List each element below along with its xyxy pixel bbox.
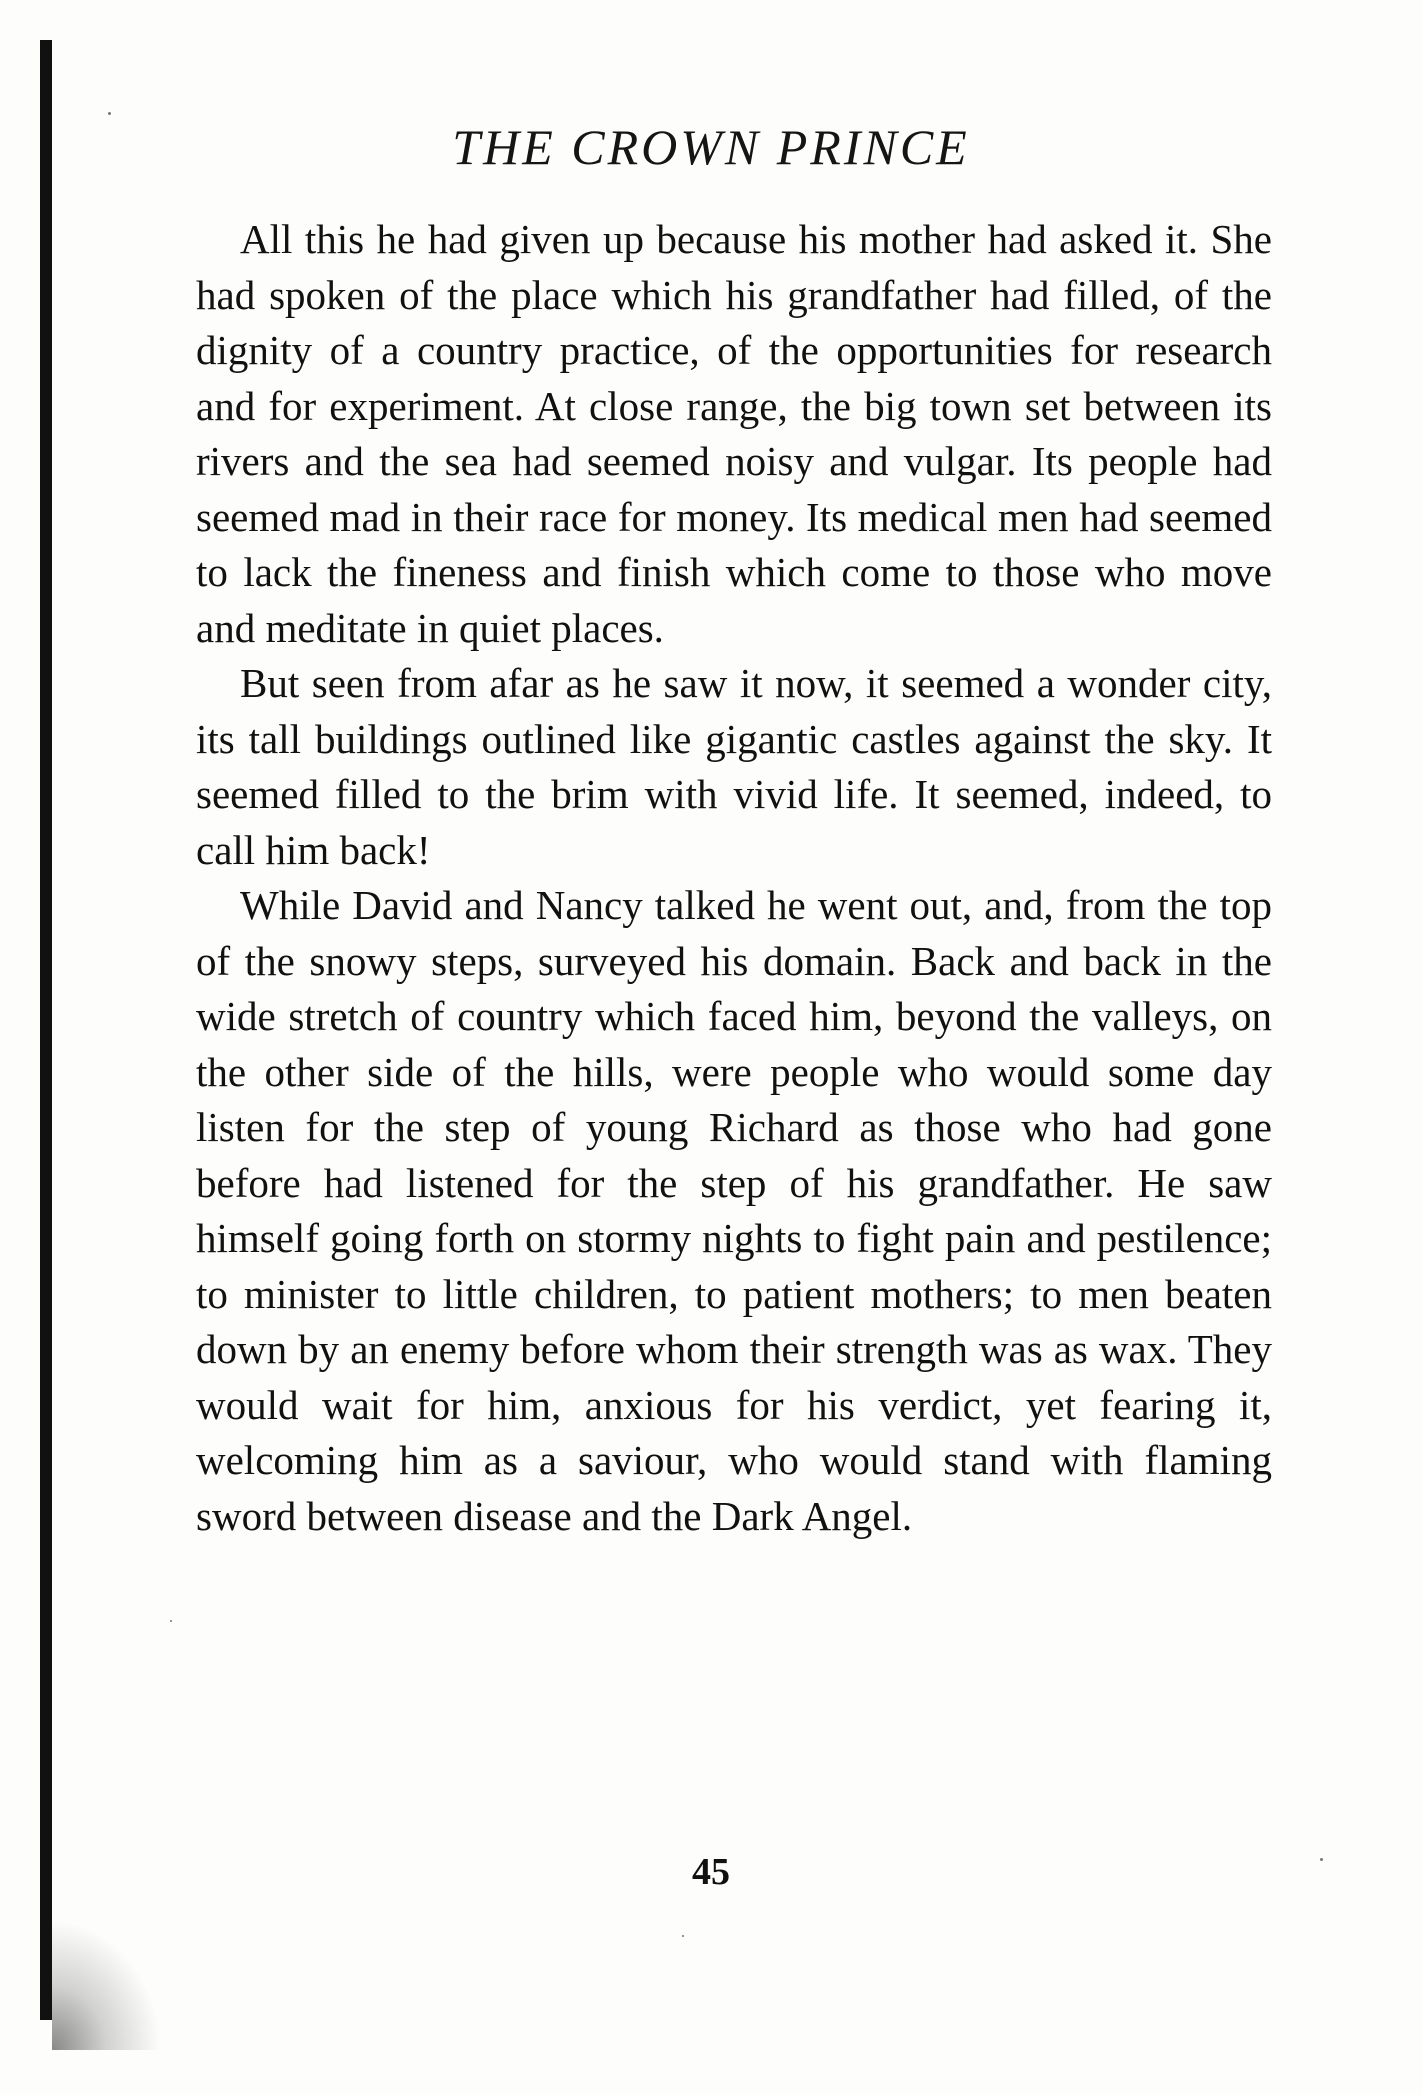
paper-speck <box>108 112 111 115</box>
paragraph: All this he had given up because his mother had asked it. She had spoken of the place which his grandfather had filled, of the dignity of a country practice, of the opportunities for research and for experiment. At close range, the big town set between its rivers and the sea had seemed noisy and vulgar. Its people had seemed mad in their race for money. Its medical men had seemed to lack the fineness and finish which come to those who move and meditate in quiet places. <box>196 216 1272 651</box>
paper-speck <box>170 1620 172 1622</box>
running-head: THE CROWN PRINCE <box>452 119 970 175</box>
page-number: 45 <box>692 1851 730 1893</box>
binding-edge <box>40 40 52 2020</box>
paper-speck <box>682 1935 684 1937</box>
paragraph: While David and Nancy talked he went out, and, from the top of the snowy steps, surveyed his domain. Back and back in the wide stretch of country which faced him, beyond the valleys, on the other side of the hills, were people who would some day listen for the step of young Richard as those who had gone before had listened for the step of his grandfather. He saw himself going forth on stormy nights to fight pain and pestilence; to minister to little children, to patient mothers; to men beaten down by an enemy before whom their strength was as wax. They would wait for him, anxious for his verdict, yet fearing it, welcoming him as a saviour, who would stand with flaming sword between disease and the Dark Angel. <box>196 882 1272 1539</box>
body-text <box>196 212 1272 1544</box>
binding-shadow-fade <box>52 1920 162 2050</box>
paragraph: But seen from afar as he saw it now, it seemed a wonder city, its tall buildings outlined like gigantic castles against the sky. It seemed filled to the brim with vivid life. It seemed, indeed, to call him back! <box>196 660 1272 873</box>
